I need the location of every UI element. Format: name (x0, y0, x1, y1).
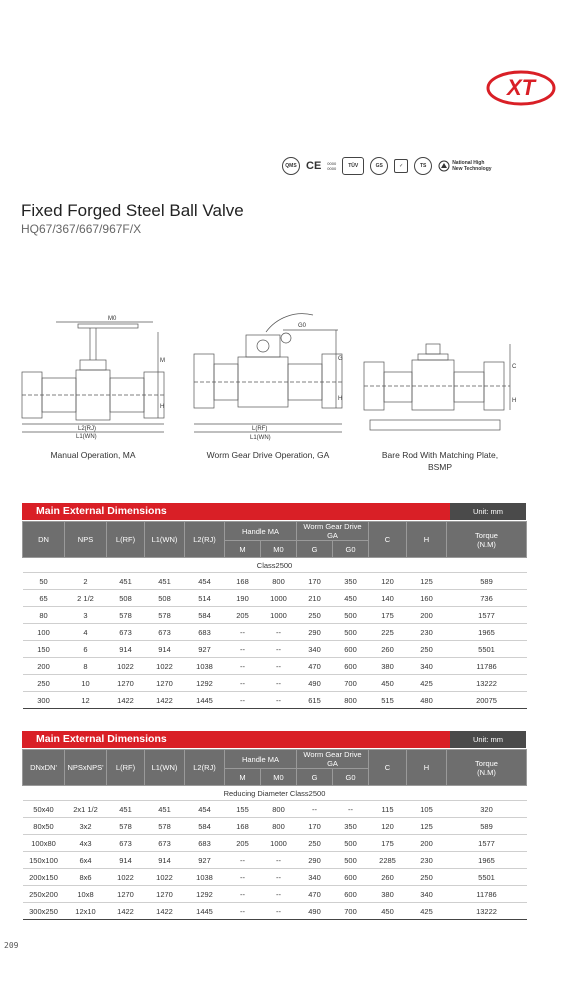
table-cell: 340 (407, 886, 447, 903)
table1-header-bar (22, 503, 526, 520)
certification-strip (282, 152, 512, 180)
table-cell: 800 (261, 801, 297, 818)
dimensions-table-reducing (22, 749, 527, 920)
table-cell: 578 (145, 607, 185, 624)
table-cell: 225 (369, 624, 407, 641)
table-row (23, 590, 527, 607)
model-number: HQ67/367/667/967F/X (21, 222, 142, 236)
table-cell: 914 (145, 641, 185, 658)
table-cell: 600 (333, 658, 369, 675)
table-cell: -- (261, 903, 297, 920)
table-cell: 1270 (145, 886, 185, 903)
table-cell: 927 (185, 852, 225, 869)
table-cell: 490 (297, 903, 333, 920)
table1-title: Main External Dimensions (36, 505, 167, 517)
table-cell: 1022 (107, 869, 145, 886)
table-cell: 8 (65, 658, 107, 675)
table-cell: -- (261, 624, 297, 641)
table-cell: 140 (369, 590, 407, 607)
table-cell: -- (225, 869, 261, 886)
table-cell: 500 (333, 835, 369, 852)
table-cell: 2285 (369, 852, 407, 869)
table-cell: 1422 (145, 692, 185, 709)
table-cell: 5501 (447, 641, 527, 658)
col-c: C (369, 522, 407, 558)
table-cell: 514 (185, 590, 225, 607)
table-cell: 673 (107, 835, 145, 852)
col-handle-ma: Handle MA (225, 522, 297, 541)
table-row (23, 692, 527, 709)
table-cell: 673 (107, 624, 145, 641)
table-cell: 10 (65, 675, 107, 692)
table-cell: -- (261, 658, 297, 675)
svg-text:L1(WN): L1(WN) (250, 435, 271, 441)
table-cell: 168 (225, 573, 261, 590)
col-h: H (407, 750, 447, 786)
table-cell: 5501 (447, 869, 527, 886)
table-cell: 3x2 (65, 818, 107, 835)
table-cell: 1270 (107, 675, 145, 692)
table-cell: 250x200 (23, 886, 65, 903)
table-cell: 589 (447, 818, 527, 835)
table-cell: -- (261, 641, 297, 658)
col-g0: G0 (333, 541, 369, 558)
col-npsxnps: NPSxNPS' (65, 750, 107, 786)
table-cell: 683 (185, 835, 225, 852)
table-cell: -- (225, 675, 261, 692)
table-cell: -- (225, 903, 261, 920)
table-cell: 584 (185, 818, 225, 835)
table-cell: -- (261, 886, 297, 903)
table-cell: 230 (407, 852, 447, 869)
table-cell: 589 (447, 573, 527, 590)
table-cell: 20075 (447, 692, 527, 709)
svg-text:XT: XT (506, 75, 536, 100)
svg-text:G: G (338, 356, 343, 362)
table-cell: 578 (107, 818, 145, 835)
svg-text:M0: M0 (108, 316, 117, 322)
table-cell: 65 (23, 590, 65, 607)
xt-logo-icon (483, 64, 559, 112)
table-row (23, 573, 527, 590)
table-cell: 115 (369, 801, 407, 818)
table-cell: 80x50 (23, 818, 65, 835)
table-cell: 13222 (447, 675, 527, 692)
table-cell: 260 (369, 641, 407, 658)
ts-icon: TS (414, 157, 432, 175)
table-row (23, 607, 527, 624)
col-lrf: L(RF) (107, 750, 145, 786)
class-label-row (23, 786, 527, 801)
class-label-row (23, 558, 527, 573)
table-cell: 12 (65, 692, 107, 709)
table-cell: 508 (107, 590, 145, 607)
table-cell: 350 (333, 573, 369, 590)
dimensions-table-class2500 (22, 521, 527, 709)
table-cell: 450 (369, 675, 407, 692)
col-l1wn: L1(WN) (145, 522, 185, 558)
table-cell: 1445 (185, 692, 225, 709)
table-cell: 600 (333, 641, 369, 658)
table-cell: 170 (297, 573, 333, 590)
table-row (23, 818, 527, 835)
table-cell: 4x3 (65, 835, 107, 852)
table-cell: 600 (333, 869, 369, 886)
table-row (23, 903, 527, 920)
table-cell: 451 (145, 801, 185, 818)
table-cell: 425 (407, 675, 447, 692)
table-cell: 450 (369, 903, 407, 920)
col-l2rj: L2(RJ) (185, 750, 225, 786)
table-cell: 1422 (107, 903, 145, 920)
table-cell: 490 (297, 675, 333, 692)
table-cell: 736 (447, 590, 527, 607)
table-cell: 500 (333, 624, 369, 641)
col-g: G (297, 541, 333, 558)
table1-unit: Unit: mm (450, 503, 526, 520)
table-cell: 800 (261, 573, 297, 590)
table-cell: 100 (23, 624, 65, 641)
table-cell: 200 (407, 835, 447, 852)
torque-unit: (N.M) (477, 767, 496, 777)
table-cell: 480 (407, 692, 447, 709)
torque-label: Torque (475, 530, 498, 540)
table-cell: -- (261, 692, 297, 709)
svg-text:L2(RJ): L2(RJ) (78, 426, 97, 432)
caption-bare-rod (360, 449, 520, 473)
table-cell: 578 (145, 818, 185, 835)
svg-text:H: H (160, 404, 165, 410)
table-cell: 380 (369, 886, 407, 903)
table-cell: 700 (333, 675, 369, 692)
tuv-icon: TÜV (342, 157, 364, 175)
page-number: 209 (4, 941, 19, 950)
table-cell: 175 (369, 607, 407, 624)
table-cell: 425 (407, 903, 447, 920)
table-cell: 683 (185, 624, 225, 641)
table-cell: 1270 (145, 675, 185, 692)
qms-icon: QMS (282, 157, 300, 175)
table-cell: 451 (107, 573, 145, 590)
table-cell: 175 (369, 835, 407, 852)
table-cell: 6x4 (65, 852, 107, 869)
table-cell: 1445 (185, 903, 225, 920)
table-cell: 350 (333, 818, 369, 835)
table-cell: 260 (369, 869, 407, 886)
table-cell: 1577 (447, 835, 527, 852)
table-cell: 1965 (447, 852, 527, 869)
table-cell: 150 (23, 641, 65, 658)
col-handle-ma: Handle MA (225, 750, 297, 769)
table-cell: 8x6 (65, 869, 107, 886)
svg-text:M: M (160, 358, 165, 364)
col-m0: M0 (261, 769, 297, 786)
table-cell: -- (225, 658, 261, 675)
table-cell: -- (333, 801, 369, 818)
table-cell: 584 (185, 607, 225, 624)
table-cell: 50 (23, 573, 65, 590)
table-cell: 1022 (145, 869, 185, 886)
table-cell: 13222 (447, 903, 527, 920)
col-l2rj: L2(RJ) (185, 522, 225, 558)
col-dn: DN (23, 522, 65, 558)
table-cell: 1965 (447, 624, 527, 641)
table-cell: 205 (225, 835, 261, 852)
table-cell: 1292 (185, 886, 225, 903)
table-cell: 578 (107, 607, 145, 624)
svg-text:C: C (512, 364, 517, 370)
table-cell: 200 (407, 607, 447, 624)
table-cell: 1038 (185, 658, 225, 675)
page-title: Fixed Forged Steel Ball Valve (21, 201, 244, 220)
col-worm-gear: Worm Gear Drive GA (297, 522, 369, 541)
ce-code-text: 0000 0000 (327, 161, 337, 171)
table-cell: 927 (185, 641, 225, 658)
table-row (23, 641, 527, 658)
table-cell: 100x80 (23, 835, 65, 852)
table-cell: 454 (185, 801, 225, 818)
table-cell: -- (297, 801, 333, 818)
col-dnxdn: DNxDN' (23, 750, 65, 786)
table-cell: -- (225, 852, 261, 869)
table-cell: 200 (23, 658, 65, 675)
table-cell: 6 (65, 641, 107, 658)
caption-bare-rod-line2: BSMP (427, 462, 453, 472)
table2-title: Main External Dimensions (36, 733, 167, 745)
table-cell: 120 (369, 818, 407, 835)
table-cell: 80 (23, 607, 65, 624)
table-cell: 340 (297, 869, 333, 886)
table-cell: 125 (407, 573, 447, 590)
caption-bare-rod-line1: Bare Rod With Matching Plate, (381, 450, 499, 460)
table-cell: 914 (145, 852, 185, 869)
table-cell: 120 (369, 573, 407, 590)
class-label: Class2500 (23, 558, 527, 573)
table-cell: 150x100 (23, 852, 65, 869)
table-cell: 11786 (447, 658, 527, 675)
svg-text:L1(WN): L1(WN) (76, 434, 97, 440)
table-cell: 470 (297, 658, 333, 675)
table-cell: -- (261, 675, 297, 692)
table-cell: 914 (107, 852, 145, 869)
col-nps: NPS (65, 522, 107, 558)
table-cell: 320 (447, 801, 527, 818)
svg-text:G0: G0 (298, 323, 307, 329)
table-cell: 500 (333, 607, 369, 624)
table2-header-bar (22, 731, 526, 748)
table-cell: 1292 (185, 675, 225, 692)
table-row (23, 801, 527, 818)
table-cell: 615 (297, 692, 333, 709)
table-cell: 290 (297, 852, 333, 869)
table-cell: 673 (145, 835, 185, 852)
table-cell: 1577 (447, 607, 527, 624)
table-cell: 914 (107, 641, 145, 658)
table-cell: -- (225, 624, 261, 641)
table-cell: 1022 (145, 658, 185, 675)
table-row (23, 624, 527, 641)
class-label: Reducing Diameter Class2500 (23, 786, 527, 801)
table-cell: 2x1 1/2 (65, 801, 107, 818)
table-cell: -- (261, 869, 297, 886)
table-cell: 1000 (261, 590, 297, 607)
table-row (23, 835, 527, 852)
quality-icon: ✓ (394, 159, 408, 173)
table-cell: 170 (297, 818, 333, 835)
svg-text:H: H (512, 398, 517, 404)
table-cell: 470 (297, 886, 333, 903)
col-m: M (225, 769, 261, 786)
table-cell: -- (225, 692, 261, 709)
table-cell: 10x8 (65, 886, 107, 903)
table-cell: 250 (407, 641, 447, 658)
table-cell: 105 (407, 801, 447, 818)
col-lrf: L(RF) (107, 522, 145, 558)
caption-worm-gear: Worm Gear Drive Operation, GA (206, 450, 330, 460)
col-worm-gear: Worm Gear Drive GA (297, 750, 369, 769)
svg-text:H: H (338, 396, 343, 402)
table-cell: 508 (145, 590, 185, 607)
table-cell: 205 (225, 607, 261, 624)
col-m: M (225, 541, 261, 558)
table-cell: 1000 (261, 607, 297, 624)
table-cell: 300x250 (23, 903, 65, 920)
col-m0: M0 (261, 541, 297, 558)
table-cell: -- (225, 886, 261, 903)
table-row (23, 886, 527, 903)
table-cell: 11786 (447, 886, 527, 903)
worm-gear-diagram-icon (188, 290, 348, 442)
ce-icon: CE (306, 160, 322, 172)
table-cell: 250 (297, 835, 333, 852)
table-cell: 250 (23, 675, 65, 692)
table-cell: 290 (297, 624, 333, 641)
bare-rod-diagram-icon (360, 340, 520, 440)
table-cell: 160 (407, 590, 447, 607)
table-row (23, 658, 527, 675)
table-cell: 1000 (261, 835, 297, 852)
table-cell: 50x40 (23, 801, 65, 818)
gs-icon: GS (370, 157, 388, 175)
table-cell: 600 (333, 886, 369, 903)
table-cell: 450 (333, 590, 369, 607)
table-cell: 155 (225, 801, 261, 818)
table-cell: 2 1/2 (65, 590, 107, 607)
table-cell: 168 (225, 818, 261, 835)
caption-manual-operation: Manual Operation, MA (50, 450, 136, 460)
table-cell: 3 (65, 607, 107, 624)
table-cell: 451 (107, 801, 145, 818)
table-cell: -- (225, 641, 261, 658)
torque-label: Torque (475, 758, 498, 768)
national-high-tech-icon: National High New Technology (438, 160, 491, 172)
table-cell: 2 (65, 573, 107, 590)
table-row (23, 852, 527, 869)
table-cell: -- (261, 852, 297, 869)
table-cell: 230 (407, 624, 447, 641)
table-cell: 1270 (107, 886, 145, 903)
table-row (23, 675, 527, 692)
table-cell: 340 (407, 658, 447, 675)
table-cell: 1422 (145, 903, 185, 920)
table-cell: 12x10 (65, 903, 107, 920)
manual-operation-diagram-icon (18, 312, 168, 442)
table-cell: 380 (369, 658, 407, 675)
table-cell: 800 (333, 692, 369, 709)
col-g0: G0 (333, 769, 369, 786)
table-cell: 250 (407, 869, 447, 886)
table-cell: 190 (225, 590, 261, 607)
table-cell: 300 (23, 692, 65, 709)
table-cell: 515 (369, 692, 407, 709)
table-cell: 125 (407, 818, 447, 835)
col-g: G (297, 769, 333, 786)
col-c: C (369, 750, 407, 786)
table-cell: 454 (185, 573, 225, 590)
table-cell: 1038 (185, 869, 225, 886)
table-row (23, 869, 527, 886)
table-cell: 673 (145, 624, 185, 641)
table-cell: 500 (333, 852, 369, 869)
table-cell: 1022 (107, 658, 145, 675)
col-torque (447, 522, 527, 558)
table-cell: 4 (65, 624, 107, 641)
col-l1wn: L1(WN) (145, 750, 185, 786)
table-cell: 1422 (107, 692, 145, 709)
table2-unit: Unit: mm (450, 731, 526, 748)
table-cell: 340 (297, 641, 333, 658)
col-torque (447, 750, 527, 786)
table-cell: 800 (261, 818, 297, 835)
table-cell: 250 (297, 607, 333, 624)
svg-text:L(RF): L(RF) (252, 426, 268, 432)
torque-unit: (N.M) (477, 539, 496, 549)
col-h: H (407, 522, 447, 558)
table-cell: 700 (333, 903, 369, 920)
table-cell: 210 (297, 590, 333, 607)
table-cell: 451 (145, 573, 185, 590)
table-cell: 200x150 (23, 869, 65, 886)
